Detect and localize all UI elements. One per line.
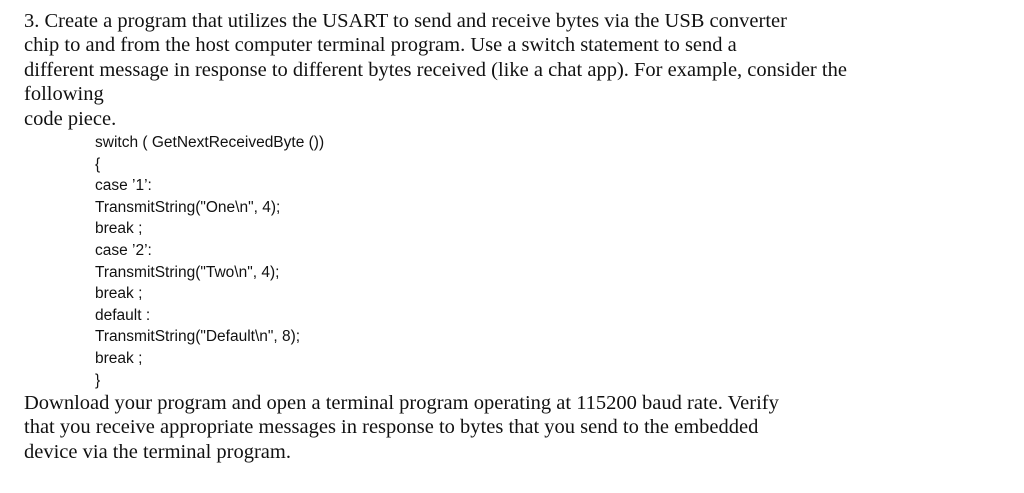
intro-line: 3. Create a program that utilizes the USART to send and receive bytes via the USB converter bbox=[24, 10, 787, 32]
code-line: switch ( GetNextReceivedByte ()) bbox=[95, 134, 325, 151]
question-intro bbox=[24, 9, 847, 131]
outro-line: device via the terminal program. bbox=[24, 440, 291, 463]
code-snippet bbox=[95, 132, 324, 391]
code-line: TransmitString("Two\n", 4); bbox=[95, 263, 280, 281]
code-line: case ’2’: bbox=[95, 241, 152, 259]
code-line: } bbox=[95, 371, 101, 389]
intro-line: code piece. bbox=[24, 107, 117, 130]
code-line: { bbox=[95, 155, 101, 173]
intro-line: different message in response to different bytes received (like a chat app). For example, consider the bbox=[24, 58, 847, 81]
outro-line: that you receive appropriate messages in response to bytes that you send to the embedded bbox=[24, 416, 759, 439]
code-line: TransmitString("One\n", 4); bbox=[95, 198, 281, 216]
code-line: case ’1’: bbox=[95, 177, 152, 195]
code-line: break ; bbox=[95, 349, 143, 367]
outro-line: Download your program and open a terminal program operating at 115200 baud rate. Verify bbox=[24, 392, 779, 414]
question-outro bbox=[24, 391, 779, 464]
code-line: default : bbox=[95, 306, 151, 324]
intro-line: following bbox=[24, 83, 104, 106]
code-line: break ; bbox=[95, 285, 143, 303]
code-line: break ; bbox=[95, 220, 143, 238]
intro-line: chip to and from the host computer terminal program. Use a switch statement to send a bbox=[24, 34, 737, 57]
code-line: TransmitString("Default\n", 8); bbox=[95, 328, 301, 346]
